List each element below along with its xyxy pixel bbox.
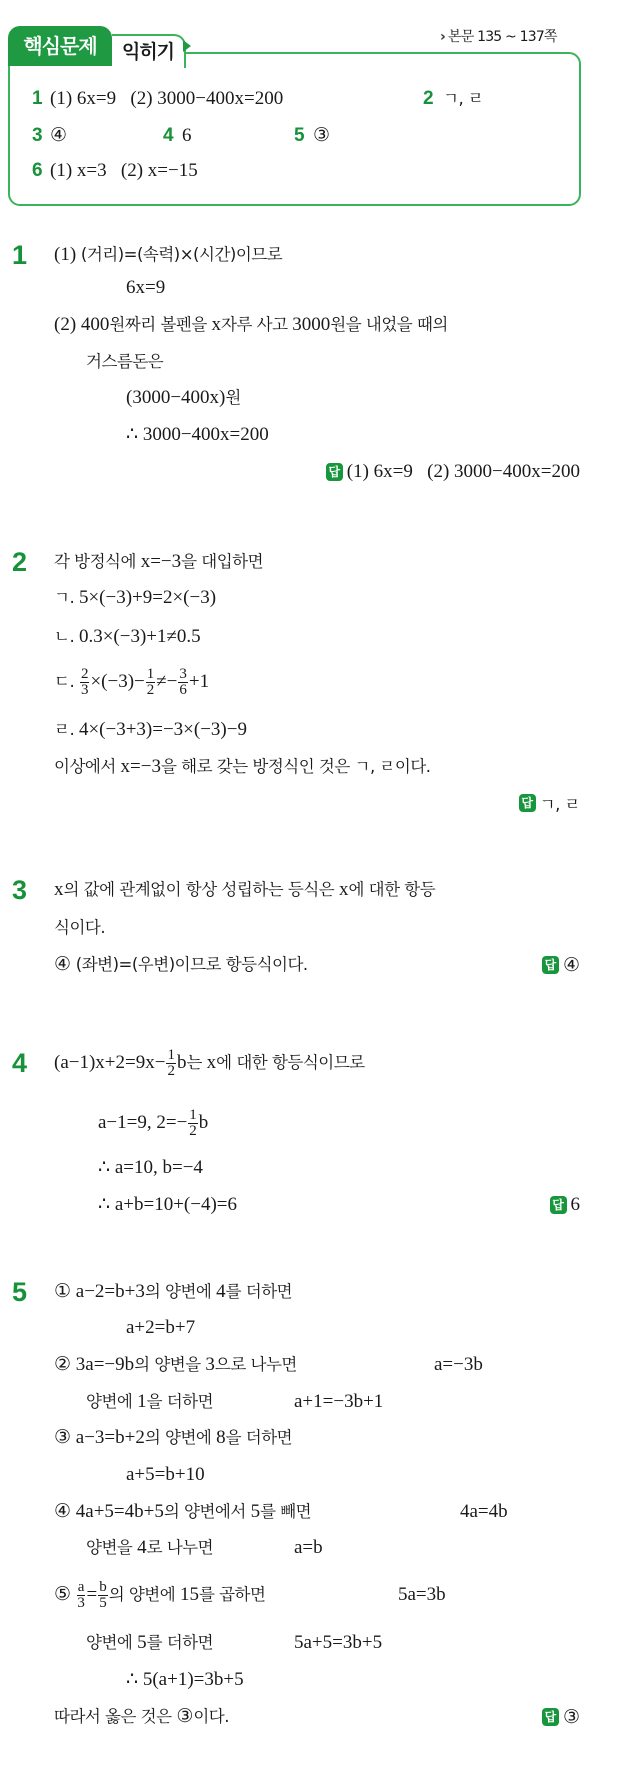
solution-line	[86, 1389, 213, 1415]
math-expression: a=−3b	[434, 1354, 483, 1375]
math-expression: 5a=3b	[398, 1584, 446, 1605]
text: 양변을	[86, 1538, 138, 1557]
fraction-numerator: 1	[146, 665, 155, 682]
solution-line	[86, 1630, 213, 1656]
math-expression: ④	[54, 954, 76, 975]
final-answer	[326, 459, 580, 485]
text: 거스름돈은	[86, 352, 164, 371]
math-expression: 6	[570, 1194, 580, 1215]
page-reference-text: 본문 135 ~ 137쪽	[447, 29, 557, 45]
math-expression: (1)	[54, 244, 81, 265]
solution-line	[54, 915, 105, 941]
text: ㄴ.	[54, 627, 79, 646]
math-expression: ∴ a+b=10+(−4)=6	[98, 1194, 238, 1215]
solution-line	[54, 1352, 297, 1378]
fraction-numerator: b	[99, 1578, 107, 1595]
math-expression: ③	[176, 1706, 194, 1727]
solution-line	[54, 585, 216, 611]
summary-number: 3	[32, 125, 43, 146]
fraction-numerator: 3	[179, 665, 187, 682]
tab-corner-mark-icon	[183, 40, 191, 52]
math-expression: ∴ 5(a+1)=3b+5	[126, 1669, 244, 1690]
summary-answer	[50, 123, 67, 149]
final-answer	[542, 952, 580, 978]
fraction-numerator: a	[77, 1578, 85, 1595]
summary-number: 5	[294, 125, 305, 146]
fraction-denominator: 2	[189, 1122, 197, 1139]
answer-badge-icon: 답	[542, 1708, 559, 1726]
solution-line	[54, 1425, 292, 1451]
problem-number: 3	[12, 875, 28, 905]
fraction-numerator: 2	[80, 665, 89, 682]
text: 양변에	[86, 1633, 138, 1652]
solution-line	[86, 1535, 213, 1561]
summary-number: 4	[163, 125, 174, 146]
math-expression: ∴ 3000−400x=200	[126, 424, 269, 445]
math-expression: 5	[250, 1501, 261, 1522]
solution-line	[86, 349, 163, 375]
summary-answer	[443, 86, 483, 112]
summary-answer	[313, 123, 330, 149]
text: 를 곱하면	[198, 1585, 266, 1604]
math-expression: 6x=9	[126, 277, 166, 298]
math-expression: b	[198, 1112, 209, 1133]
math-expression: +1	[188, 671, 210, 692]
text: 를 더하면	[146, 1633, 214, 1652]
fraction-denominator: 5	[99, 1594, 107, 1611]
math-expression: ③ a−3=b+2	[54, 1427, 145, 1448]
text: 의 값에 관계없이 항상 성립하는 등식은	[63, 880, 339, 899]
math-expression: 8	[216, 1427, 226, 1448]
text: ㄹ.	[54, 720, 79, 739]
solution-line	[126, 1315, 195, 1341]
problem-number: 1	[12, 240, 28, 270]
summary-answer	[50, 86, 283, 112]
text: (거리)=(속력)×(시간)이므로	[80, 245, 283, 264]
problem-number: 4	[12, 1048, 28, 1078]
text: 을 대입하면	[181, 552, 264, 571]
solution-result	[294, 1535, 323, 1561]
solution-line	[54, 1279, 292, 1305]
text: 으로 나누면	[214, 1355, 297, 1374]
math-expression: 4	[137, 1537, 147, 1558]
math-expression: a+5=b+10	[126, 1464, 205, 1485]
solution-line	[54, 624, 201, 650]
fraction	[166, 1048, 176, 1079]
text: 를 더하면	[225, 1282, 293, 1301]
solution-result	[398, 1582, 446, 1608]
fraction-numerator: 1	[167, 1046, 175, 1063]
text: 원을 내었을 때의	[330, 315, 448, 334]
fraction	[146, 667, 156, 698]
math-expression: 3	[205, 1354, 215, 1375]
math-expression: ④ 4a+5=4b+5	[54, 1501, 164, 1522]
math-expression: ② 3a=−9b	[54, 1354, 135, 1375]
text: (좌변)=(우변)이므로 항등식이다.	[75, 955, 308, 974]
math-expression: ④	[562, 954, 580, 976]
text: 의 양변에서	[163, 1502, 251, 1521]
math-expression: ×(−3)−	[90, 671, 145, 692]
solution-result	[294, 1630, 382, 1656]
text: 원짜리 볼펜을	[109, 315, 212, 334]
text: 에 대한 항등식이므로	[216, 1053, 365, 1072]
summary-number: 6	[32, 160, 43, 181]
fraction-denominator: 3	[77, 1594, 85, 1611]
chevron-right-icon: ›	[440, 29, 445, 45]
math-expression: (2) 400	[54, 314, 110, 335]
math-expression: ① a−2=b+3	[54, 1281, 145, 1302]
text: ㄱ.	[54, 588, 79, 607]
solution-line	[54, 754, 431, 780]
math-expression: 3000	[292, 314, 331, 335]
solution-line	[54, 717, 247, 743]
solution-line	[126, 422, 269, 448]
math-expression: x=−3	[140, 551, 182, 572]
math-expression: 4×(−3+3)=−3×(−3)−9	[78, 719, 247, 740]
solution-result	[294, 1389, 383, 1415]
math-expression: a+2=b+7	[126, 1317, 196, 1338]
solution-line	[54, 1046, 365, 1079]
solution-line	[98, 1192, 237, 1218]
math-expression: (1) 6x=9 (2) 3000−400x=200	[346, 461, 580, 482]
final-answer	[542, 1704, 580, 1730]
math-expression: (1) x=3 (2) x=−15	[50, 160, 198, 181]
solution-line	[126, 385, 241, 411]
solution-line	[54, 1499, 311, 1525]
solution-line	[54, 549, 263, 575]
math-expression: x	[339, 879, 349, 900]
text: 로 나누면	[146, 1538, 214, 1557]
math-expression: ⑤	[54, 1584, 76, 1605]
math-expression: x	[211, 314, 222, 335]
fraction-denominator: 2	[167, 1062, 175, 1079]
text: 원	[225, 388, 241, 407]
summary-number: 1	[32, 88, 43, 109]
text: 을 더하면	[225, 1428, 293, 1447]
solution-line	[54, 1578, 266, 1611]
math-expression: ④	[50, 125, 68, 146]
problem-number: 2	[12, 547, 28, 577]
solution-line	[54, 952, 308, 978]
math-expression: =	[86, 1584, 98, 1605]
math-expression: 4	[216, 1281, 226, 1302]
math-expression: ∴ a=10, b=−4	[98, 1157, 203, 1178]
answer-badge-icon: 답	[326, 463, 343, 481]
math-expression: a=b	[294, 1537, 323, 1558]
solution-line	[54, 1704, 229, 1730]
section-tab-subtitle: 익히기	[112, 34, 186, 68]
math-expression: 5×(−3)+9=2×(−3)	[78, 587, 217, 608]
solution-line	[126, 275, 165, 301]
math-expression: ③	[562, 1706, 580, 1728]
fraction	[77, 1580, 86, 1611]
text: 를 빼면	[260, 1502, 312, 1521]
summary-answer	[50, 158, 198, 184]
text: 는	[186, 1053, 207, 1072]
answer-badge-icon: 답	[519, 794, 536, 812]
solution-line	[54, 877, 435, 903]
text: ㄱ, ㄹ	[539, 795, 580, 814]
math-expression: ③	[313, 125, 331, 146]
text: 식이다.	[54, 918, 106, 937]
solution-line	[98, 1155, 203, 1181]
page-reference	[440, 26, 557, 48]
text: 에 대한 항등	[348, 880, 436, 899]
math-expression: (1) 6x=9 (2) 3000−400x=200	[50, 88, 284, 109]
text: 을 더하면	[146, 1392, 214, 1411]
text: 양변에	[86, 1392, 138, 1411]
fraction	[98, 1580, 108, 1611]
summary-number: 2	[423, 88, 434, 109]
text: 의 양변에	[144, 1428, 217, 1447]
solution-line	[126, 1667, 244, 1693]
text: 자루 사고	[221, 315, 293, 334]
text: 따라서 옳은 것은	[54, 1707, 177, 1726]
text: 의 양변에	[144, 1282, 217, 1301]
text: ㄱ, ㄹ	[443, 89, 484, 108]
text: 을 해로 갖는 방정식인 것은 ㄱ, ㄹ이다.	[160, 757, 431, 776]
math-expression: 15	[179, 1584, 199, 1605]
solution-line	[54, 242, 282, 268]
final-answer	[519, 790, 580, 816]
fraction-denominator: 3	[80, 681, 89, 698]
math-expression: 0.3×(−3)+1≠0.5	[78, 626, 201, 647]
text: 의 양변에	[108, 1585, 180, 1604]
problem-number: 5	[12, 1277, 28, 1307]
text: 의 양변을	[134, 1355, 206, 1374]
answer-badge-icon: 답	[550, 1196, 567, 1214]
fraction	[178, 667, 188, 698]
math-expression: 1	[137, 1391, 147, 1412]
math-expression: b	[176, 1052, 187, 1073]
final-answer	[550, 1192, 581, 1218]
math-expression: a−1=9, 2=−	[98, 1112, 188, 1133]
math-expression: x	[206, 1052, 217, 1073]
solution-line	[54, 312, 448, 338]
math-expression: a+1=−3b+1	[294, 1391, 384, 1412]
solution-line	[54, 665, 210, 698]
math-expression: 6	[182, 125, 192, 146]
fraction-denominator: 6	[179, 681, 187, 698]
fraction	[188, 1108, 198, 1139]
text: ㄷ.	[54, 672, 79, 691]
text: 이상에서	[54, 757, 121, 776]
fraction-numerator: 1	[189, 1106, 197, 1123]
fraction-denominator: 2	[146, 681, 155, 698]
solution-line	[126, 1462, 205, 1488]
summary-answer	[182, 123, 192, 149]
text: 이다.	[193, 1707, 229, 1726]
solution-result	[460, 1499, 508, 1525]
math-expression: x	[54, 879, 64, 900]
solution-result	[434, 1352, 483, 1378]
section-tab-title: 핵심문제	[8, 26, 112, 66]
math-expression: (3000−400x)	[126, 387, 226, 408]
math-expression: ≠−	[156, 671, 178, 692]
math-expression: (a−1)x+2=9x−	[54, 1052, 166, 1073]
math-expression: 5a+5=3b+5	[294, 1632, 383, 1653]
solution-line	[98, 1106, 209, 1139]
text: 각 방정식에	[54, 552, 141, 571]
math-expression: 5	[137, 1632, 147, 1653]
answer-badge-icon: 답	[542, 956, 559, 974]
fraction	[80, 667, 90, 698]
math-expression: x=−3	[120, 756, 161, 777]
math-expression: 4a=4b	[460, 1501, 508, 1522]
